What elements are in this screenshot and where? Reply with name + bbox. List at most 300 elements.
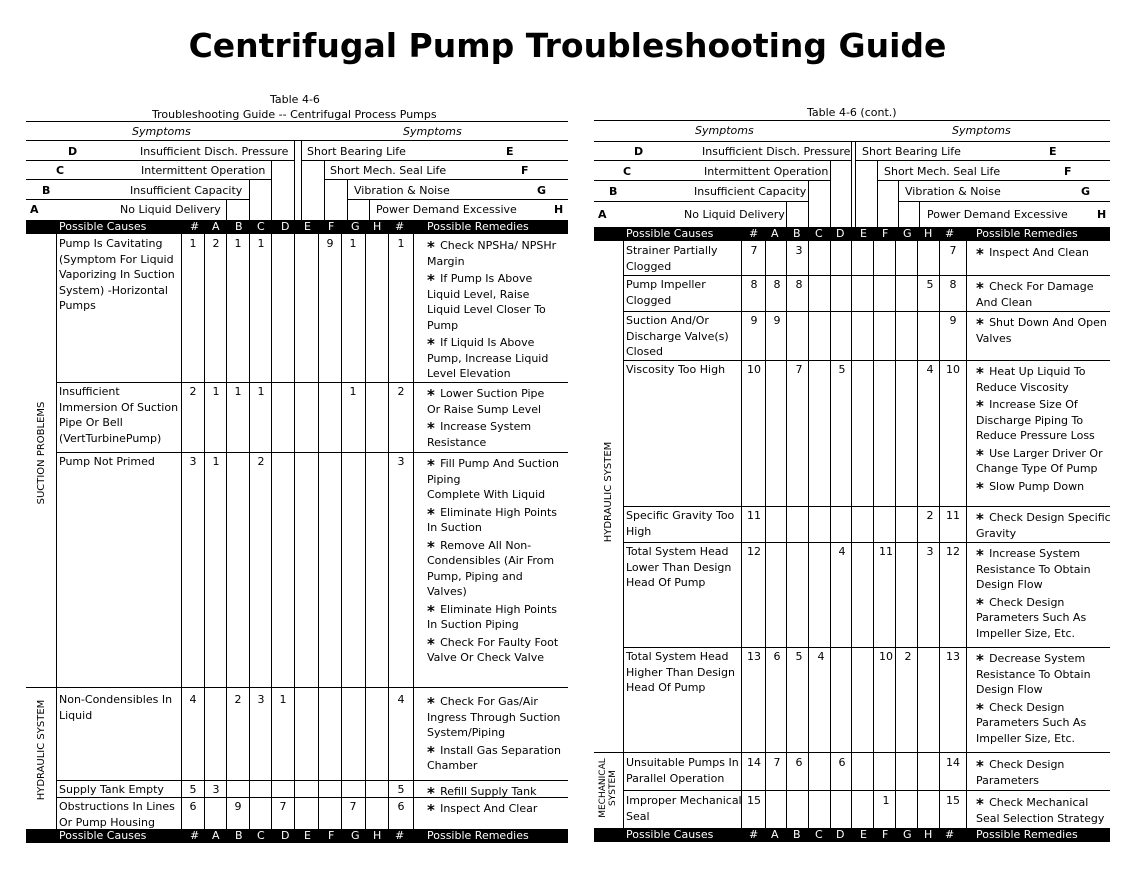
header-e: E — [304, 220, 311, 233]
remedy-text: Check Design Parameters Such As Impeller Size, Etc. — [976, 595, 1087, 640]
table-cell: 1 — [189, 237, 197, 250]
possible-remedies — [427, 801, 567, 819]
column-header-bar — [594, 227, 1110, 241]
possible-cause: Insufficient Immersion Of Suction Pipe Or Bell (VertTurbinePump) — [59, 385, 179, 445]
table-number: Table 4-6 (cont.) — [807, 106, 897, 119]
remedy-text: Shut Down And Open Valves — [976, 316, 1107, 345]
bullet-asterisk: * — [427, 801, 441, 819]
rule — [388, 234, 389, 829]
rule — [877, 160, 878, 227]
rule — [855, 141, 856, 227]
footer-a: A — [212, 829, 220, 842]
footer-causes: Possible Causes — [626, 828, 714, 841]
header-f: F — [882, 227, 889, 240]
table-cell: 2 — [257, 455, 265, 468]
remedy-text: Check Design Parameters — [976, 758, 1065, 787]
bullet-asterisk: * — [976, 795, 990, 813]
footer-b: B — [793, 828, 801, 841]
possible-remedies — [976, 510, 1111, 543]
table-cell: 11 — [879, 545, 893, 558]
rule — [851, 241, 852, 828]
symptom-d-label: Insufficient Disch. Pressure — [140, 145, 289, 158]
remedy-item — [427, 505, 567, 536]
possible-cause: Unsuitable Pumps In Parallel Operation — [626, 756, 739, 785]
table-cell: 3 — [926, 545, 934, 558]
section-hydraulic-system: HYDRAULIC SYSTEM — [36, 699, 47, 801]
remedy-text: Lower Suction Pipe Or Raise Sump Level — [427, 387, 545, 416]
header-g: G — [351, 220, 360, 233]
symptom-a-label: No Liquid Delivery — [120, 203, 221, 216]
rule — [204, 234, 205, 829]
rule — [26, 179, 271, 180]
possible-cause: Specific Gravity Too High — [626, 509, 735, 538]
rule — [594, 141, 1110, 142]
symptom-f-label: Short Mech. Seal Life — [884, 165, 1001, 178]
bullet-asterisk: * — [976, 546, 990, 564]
rule — [623, 275, 1110, 276]
bullet-asterisk: * — [976, 315, 990, 333]
remedy-item — [976, 651, 1111, 698]
table-cell: 2 — [397, 385, 405, 398]
table-cell: 7 — [949, 244, 957, 257]
bullet-asterisk: * — [427, 271, 441, 289]
header-b: B — [235, 220, 243, 233]
header-c: C — [815, 227, 823, 240]
possible-cause: Suction And/Or Discharge Valve(s) Closed — [626, 314, 729, 358]
rule — [808, 241, 809, 828]
bullet-asterisk: * — [427, 504, 441, 523]
table-cell: 11 — [946, 509, 960, 522]
bullet-asterisk: * — [427, 634, 441, 653]
remedy-item — [976, 446, 1111, 477]
footer-num2: # — [945, 828, 955, 841]
rule — [413, 234, 414, 829]
possible-remedies — [427, 694, 567, 776]
table-cell: 7 — [773, 756, 781, 769]
rule — [765, 241, 766, 828]
rule — [786, 241, 787, 828]
rule — [56, 452, 568, 453]
possible-remedies — [976, 315, 1111, 348]
symptom-letter-e: E — [506, 145, 514, 158]
table-cell: 12 — [946, 545, 960, 558]
remedy-text: Inspect And Clean — [989, 246, 1089, 259]
possible-remedies — [976, 546, 1111, 643]
table-cell: 2 — [234, 693, 242, 706]
remedy-text: Fill Pump And Suction Piping Complete With Liquid — [427, 457, 559, 501]
bullet-asterisk: * — [976, 397, 990, 415]
header-a: A — [771, 227, 779, 240]
remedy-item — [976, 479, 1111, 495]
table-title: Troubleshooting Guide -- Centrifugal Process Pumps — [152, 108, 437, 121]
remedy-text: Eliminate High Points In Suction — [427, 505, 558, 534]
header-f: F — [328, 220, 335, 233]
header-h: H — [373, 220, 382, 233]
possible-remedies — [427, 456, 567, 668]
rule — [594, 201, 808, 202]
table-cell: 14 — [747, 756, 761, 769]
footer-c: C — [815, 828, 823, 841]
table-cell: 1 — [234, 385, 242, 398]
footer-causes: Possible Causes — [59, 829, 147, 842]
table-cell: 1 — [212, 385, 220, 398]
remedy-item — [976, 595, 1111, 642]
table-cell: 13 — [946, 650, 960, 663]
remedy-item — [976, 510, 1111, 541]
rule — [594, 180, 830, 181]
bullet-asterisk: * — [427, 537, 441, 556]
table-cell: 7 — [795, 363, 803, 376]
table-cell: 4 — [926, 363, 934, 376]
table-cell: 9 — [949, 314, 957, 327]
bullet-asterisk: * — [976, 478, 990, 497]
remedy-item — [427, 238, 567, 269]
remedy-text: Check Mechanical Seal Selection Strategy — [976, 796, 1105, 825]
remedy-item — [427, 335, 567, 382]
bullet-asterisk: * — [427, 386, 441, 404]
bullet-asterisk: * — [976, 279, 990, 297]
table-cell: 1 — [397, 237, 405, 250]
remedy-item — [427, 538, 567, 600]
symptom-letter-c: C — [56, 164, 65, 177]
header-causes: Possible Causes — [59, 220, 147, 233]
rule — [917, 241, 918, 828]
remedy-text: Check For Damage And Clean — [976, 280, 1094, 309]
possible-cause: Pump Not Primed — [59, 455, 155, 468]
remedy-text: Increase System Resistance To Obtain Design Flow — [976, 547, 1091, 591]
table-cell: 14 — [946, 756, 960, 769]
rule — [26, 199, 249, 200]
rule — [294, 140, 295, 220]
remedy-item — [976, 315, 1111, 346]
rule — [365, 234, 366, 829]
rule — [301, 140, 302, 220]
table-cell: 8 — [949, 278, 957, 291]
possible-remedies — [976, 279, 1111, 312]
remedy-item — [976, 397, 1111, 444]
table-cell: 7 — [750, 244, 758, 257]
remedy-item — [427, 743, 567, 774]
possible-remedies — [976, 364, 1111, 496]
symptom-g-label: Vibration & Noise — [354, 184, 450, 197]
rule — [873, 241, 874, 828]
table-cell: 11 — [747, 509, 761, 522]
remedy-text: Heat Up Liquid To Reduce Viscosity — [976, 365, 1086, 394]
remedy-item — [427, 784, 567, 800]
possible-cause: Strainer Partially Clogged — [626, 244, 718, 273]
rule — [301, 160, 568, 161]
footer-e: E — [304, 829, 311, 842]
rule — [623, 241, 624, 828]
table-number: Table 4-6 — [270, 93, 320, 106]
rule — [939, 241, 940, 828]
remedy-text: Increase System Resistance — [427, 420, 532, 449]
symptom-b-label: Insufficient Capacity — [694, 185, 807, 198]
bullet-asterisk: * — [427, 335, 441, 353]
rule — [318, 234, 319, 829]
remedy-text: Check For Gas/Air Ingress Through Suction System/Piping — [427, 695, 561, 739]
table-cell: 13 — [747, 650, 761, 663]
remedy-text: Refill Supply Tank — [440, 785, 537, 798]
header-num2: # — [945, 227, 955, 240]
bullet-asterisk: * — [427, 694, 441, 712]
symptoms-heading: Symptoms — [132, 125, 191, 138]
rule — [271, 234, 272, 829]
column-footer-bar — [594, 828, 1110, 842]
rule — [294, 234, 295, 829]
table-cell: 8 — [750, 278, 758, 291]
symptom-letter-d: D — [634, 145, 644, 158]
footer-num2: # — [395, 829, 405, 842]
bullet-asterisk: * — [976, 245, 990, 263]
bullet-asterisk: * — [427, 601, 441, 620]
header-g: G — [903, 227, 912, 240]
rule — [56, 780, 568, 781]
section-hydraulic-system: HYDRAULIC SYSTEM — [603, 441, 614, 543]
symptom-h-label: Power Demand Excessive — [927, 208, 1068, 221]
table-cell: 9 — [326, 237, 334, 250]
remedy-item — [427, 456, 567, 503]
rule — [324, 179, 568, 180]
remedy-text: Remove All Non- Condensibles (Air From Pump, Piping and Valves) — [427, 538, 555, 598]
symptom-letter-c: C — [623, 165, 632, 178]
bullet-asterisk: * — [976, 757, 990, 775]
table-cell: 15 — [946, 794, 960, 807]
table-cell: 6 — [397, 800, 405, 813]
rule — [56, 234, 57, 829]
rule — [369, 199, 370, 220]
header-num: # — [749, 227, 759, 240]
rule — [226, 234, 227, 829]
table-cell: 3 — [212, 783, 220, 796]
remedy-item — [427, 419, 567, 450]
possible-remedies — [427, 784, 567, 802]
header-num2: # — [395, 220, 405, 233]
possible-remedies — [976, 245, 1111, 263]
rule — [919, 201, 920, 227]
remedy-text: Check Design Specific Gravity — [976, 511, 1111, 540]
footer-e: E — [860, 828, 867, 841]
table-cell: 4 — [838, 545, 846, 558]
header-d: D — [836, 227, 845, 240]
rule — [341, 234, 342, 829]
rule — [594, 752, 1110, 753]
table-cell: 9 — [750, 314, 758, 327]
possible-remedies — [427, 238, 567, 384]
table-cell: 5 — [926, 278, 934, 291]
bullet-asterisk: * — [976, 364, 990, 382]
table-cell: 3 — [795, 244, 803, 257]
symptoms-heading: Symptoms — [952, 124, 1011, 137]
symptom-letter-h: H — [1097, 208, 1107, 221]
rule — [347, 199, 568, 200]
table-cell: 4 — [817, 650, 825, 663]
symptom-c-label: Intermittent Operation — [704, 165, 829, 178]
table-cell: 5 — [795, 650, 803, 663]
possible-remedies — [976, 757, 1111, 790]
table-cell: 2 — [926, 509, 934, 522]
footer-g: G — [351, 829, 360, 842]
remedy-item — [976, 245, 1111, 261]
table-cell: 2 — [189, 385, 197, 398]
rule — [249, 234, 250, 829]
table-cell: 3 — [189, 455, 197, 468]
remedy-text: Slow Pump Down — [989, 479, 1085, 493]
header-num: # — [190, 220, 200, 233]
footer-remedies: Possible Remedies — [976, 828, 1078, 841]
header-d: D — [281, 220, 290, 233]
rule — [808, 180, 809, 227]
rule — [26, 140, 568, 141]
symptom-f-label: Short Mech. Seal Life — [330, 164, 447, 177]
header-a: A — [212, 220, 220, 233]
footer-f: F — [328, 829, 335, 842]
symptom-letter-a: A — [598, 208, 607, 221]
bullet-asterisk: * — [427, 456, 441, 474]
table-cell: 9 — [234, 800, 242, 813]
remedy-item — [427, 602, 567, 633]
rule — [347, 179, 348, 220]
possible-cause: Total System Head Higher Than Design Head Of Pump — [626, 650, 735, 694]
remedy-text: Check For Faulty Foot Valve Or Check Valve — [427, 635, 559, 664]
table-cell: 9 — [773, 314, 781, 327]
table-cell: 1 — [257, 385, 265, 398]
remedy-text: Inspect And Clear — [440, 802, 538, 815]
remedy-item — [427, 386, 567, 417]
rule — [623, 790, 1110, 791]
symptom-e-label: Short Bearing Life — [307, 145, 406, 158]
possible-cause: Non-Condensibles In Liquid — [59, 693, 173, 722]
rule — [26, 160, 294, 161]
bullet-asterisk: * — [427, 784, 441, 802]
symptom-letter-h: H — [554, 203, 564, 216]
remedy-item — [976, 700, 1111, 747]
header-remedies: Possible Remedies — [427, 220, 529, 233]
possible-remedies — [976, 795, 1111, 828]
column-header-bar — [26, 220, 568, 234]
table-cell: 1 — [349, 237, 357, 250]
rule — [26, 687, 568, 688]
symptom-h-label: Power Demand Excessive — [376, 203, 517, 216]
table-cell: 10 — [946, 363, 960, 376]
symptom-letter-g: G — [1081, 185, 1091, 198]
footer-h: H — [924, 828, 933, 841]
remedy-item — [976, 279, 1111, 310]
symptom-letter-f: F — [521, 164, 529, 177]
symptoms-heading: Symptoms — [695, 124, 754, 137]
header-causes: Possible Causes — [626, 227, 714, 240]
symptom-letter-e: E — [1049, 145, 1057, 158]
table-cell: 1 — [349, 385, 357, 398]
footer-num: # — [190, 829, 200, 842]
header-b: B — [793, 227, 801, 240]
table-cell: 3 — [257, 693, 265, 706]
remedy-item — [427, 694, 567, 741]
footer-g: G — [903, 828, 912, 841]
section-mechanical-system: MECHANICAL SYSTEM — [598, 758, 618, 818]
possible-cause: Pump Is Cavitating (Symptom For Liquid Vaporizing In Suction System) -Horizontal Pumps — [59, 237, 175, 312]
rule — [623, 647, 1110, 648]
possible-remedies — [427, 386, 567, 452]
rule — [898, 201, 1110, 202]
possible-remedies — [976, 651, 1111, 748]
rule — [324, 160, 325, 220]
remedy-text: Increase Size Of Discharge Piping To Reduce Pressure Loss — [976, 398, 1095, 442]
table-cell: 4 — [397, 693, 405, 706]
section-suction-problems: SUCTION PROBLEMS — [36, 401, 47, 505]
remedy-item — [976, 757, 1111, 788]
table-cell: 5 — [838, 363, 846, 376]
remedy-item — [976, 364, 1111, 395]
remedy-text: Install Gas Separation Chamber — [427, 743, 561, 772]
table-cell: 4 — [189, 693, 197, 706]
symptom-e-label: Short Bearing Life — [862, 145, 961, 158]
table-cell: 1 — [279, 693, 287, 706]
rule — [594, 120, 1110, 121]
table-cell: 8 — [773, 278, 781, 291]
remedy-item — [427, 271, 567, 333]
table-cell: 3 — [397, 455, 405, 468]
table-cell: 5 — [189, 783, 197, 796]
bullet-asterisk: * — [976, 699, 990, 718]
table-cell: 7 — [349, 800, 357, 813]
table-cell: 6 — [189, 800, 197, 813]
footer-num: # — [749, 828, 759, 841]
table-cell: 6 — [838, 756, 846, 769]
rule — [851, 141, 852, 227]
rule — [226, 199, 227, 220]
remedy-text: Check Design Parameters Such As Impeller Size, Etc. — [976, 700, 1087, 745]
rule — [181, 234, 182, 829]
header-remedies: Possible Remedies — [976, 227, 1078, 240]
symptom-letter-g: G — [537, 184, 547, 197]
rule — [830, 241, 831, 828]
remedy-text: If Pump Is Above Liquid Level, Raise Liquid Level Closer To Pump — [427, 272, 546, 332]
table-cell: 2 — [212, 237, 220, 250]
remedy-item — [427, 635, 567, 666]
symptom-letter-b: B — [609, 185, 618, 198]
rule — [877, 180, 1110, 181]
table-cell: 2 — [904, 650, 912, 663]
bullet-asterisk: * — [427, 238, 441, 256]
symptom-b-label: Insufficient Capacity — [130, 184, 243, 197]
bullet-asterisk: * — [976, 651, 990, 669]
footer-b: B — [235, 829, 243, 842]
rule — [855, 160, 1110, 161]
footer-remedies: Possible Remedies — [427, 829, 529, 842]
table-cell: 5 — [397, 783, 405, 796]
symptom-letter-b: B — [42, 184, 51, 197]
rule — [271, 160, 272, 220]
footer-c: C — [257, 829, 265, 842]
rule — [741, 241, 742, 828]
rule — [895, 241, 896, 828]
symptom-letter-f: F — [1064, 165, 1072, 178]
rule — [594, 160, 851, 161]
bullet-asterisk: * — [427, 742, 441, 761]
symptom-g-label: Vibration & Noise — [905, 185, 1001, 198]
footer-a: A — [771, 828, 779, 841]
bullet-asterisk: * — [976, 510, 990, 528]
rule — [786, 201, 787, 227]
possible-cause: Pump Impeller Clogged — [626, 278, 706, 307]
symptom-a-label: No Liquid Delivery — [684, 208, 785, 221]
bullet-asterisk: * — [976, 594, 990, 613]
remedy-text: If Liquid Is Above Pump, Increase Liquid Level Elevation — [427, 336, 549, 380]
remedy-text: Eliminate High Points In Suction Piping — [427, 602, 558, 631]
remedy-item — [976, 546, 1111, 593]
rule — [966, 241, 967, 828]
